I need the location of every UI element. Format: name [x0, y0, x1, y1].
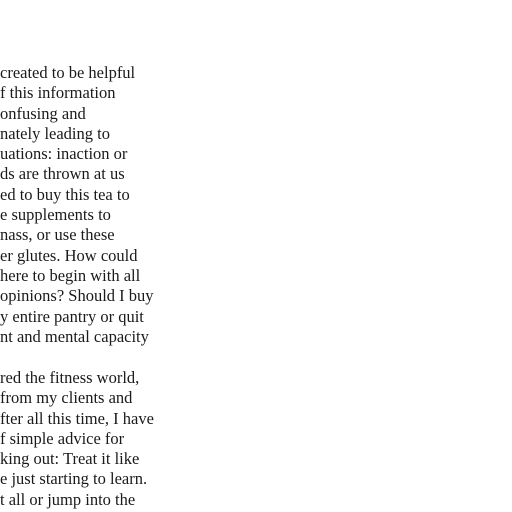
text-line: t all or jump into the	[0, 489, 136, 509]
text-line: f simple advice for	[0, 428, 125, 448]
text-line: created to be helpful	[0, 63, 136, 82]
text-line: y entire pantry or quit	[0, 306, 144, 326]
text-line: ed to buy this tea to	[0, 184, 130, 204]
text-line: onfusing and	[0, 103, 86, 123]
text-line: from my clients and	[0, 388, 133, 408]
paragraph-1	[0, 63, 154, 347]
text-line: er glutes. How could	[0, 245, 138, 265]
text-line: opinions? Should I buy	[0, 286, 154, 306]
text-line: uations: inaction or	[0, 144, 128, 164]
text-line: king out: Treat it like	[0, 449, 140, 469]
text-line: fter all this time, I have	[0, 408, 154, 428]
text-line: nately leading to	[0, 123, 110, 143]
text-line: here to begin with all	[0, 265, 141, 285]
paragraph-2	[0, 368, 154, 510]
text-line: ds are thrown at us	[0, 164, 125, 184]
text-line: nt and mental capacity	[0, 326, 149, 346]
text-line: red the fitness world,	[0, 368, 140, 387]
text-line: f this information	[0, 83, 116, 103]
text-line: e supplements to	[0, 205, 111, 225]
text-line: e just starting to learn.	[0, 469, 148, 489]
text-line: nass, or use these	[0, 225, 115, 245]
